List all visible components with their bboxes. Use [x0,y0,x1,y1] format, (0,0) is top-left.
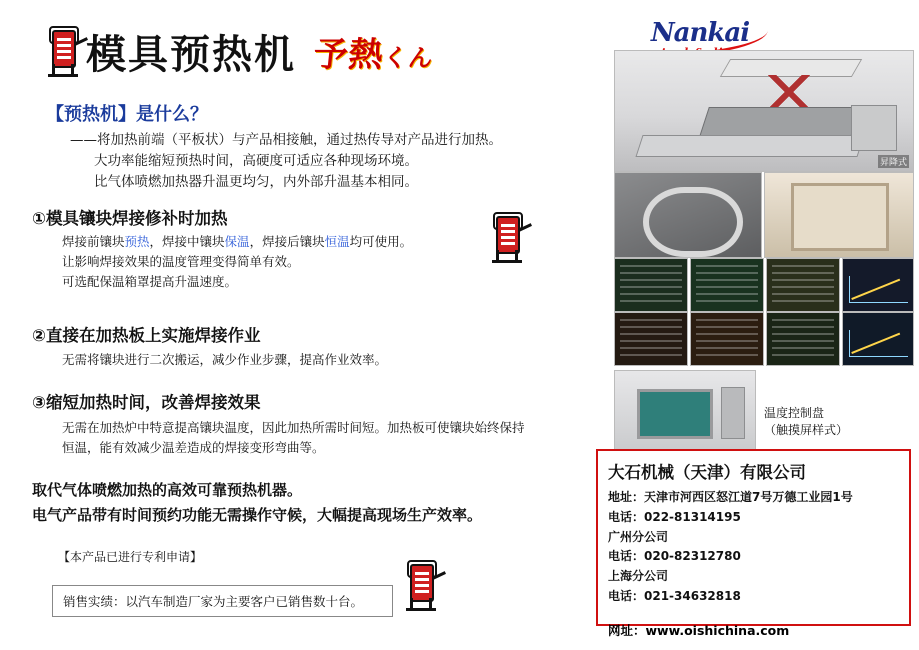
s1-t3: 保温 [224,234,250,249]
contact-company-name: 大石机械（天津）有限公司 [608,463,806,482]
section-1-line-2: 让影响焊接效果的温度管理变得简单有效。 [62,254,300,269]
control-panel-caption [764,405,904,439]
photo-panel-screen-5 [614,312,688,366]
s1-t2: ，焊接中镶块 [149,234,225,249]
intro-line-2: 大功率能缩短预热时间，高硬度可适应各种现场环境。 [94,152,418,169]
intro-question: 【预热机】是什么？ [46,104,208,125]
logo-name-text: Nankai [650,18,750,48]
control-caption-line-1: 温度控制盘 [764,406,825,420]
photo-panel-screen-7 [766,312,840,366]
heater-mascot-icon-secondary [490,212,528,264]
contact-address: 地址：天津市河西区怒江道7号万德工业园1号 [608,490,853,504]
s1-t4: ，焊接后镶块 [249,234,325,249]
section-2-heading: ②直接在加热板上实施焊接作业 [32,326,261,345]
photo-panel-screen-3 [766,258,840,312]
section-3-line-1: 无需在加热炉中特意提高镶块温度，因此加热所需时间短。加热板可使镶块始终保持 [62,420,525,435]
section-1-heading: ①模具镶块焊接修补时加热 [32,209,228,228]
intro-line-3: 比气体喷燃加热器升温更均匀，内外部升温基本相同。 [94,173,418,190]
photo-panel-screen-2 [690,258,764,312]
photo-panel-screen-8 [842,312,914,366]
intro-paragraph [70,130,590,193]
contact-website[interactable]: 网址：www.oishichina.com [608,622,790,638]
contact-box [596,449,911,638]
photo-panel-screen-6 [690,312,764,366]
sales-record-box [52,585,393,617]
section-1-line-1 [62,232,492,252]
photo-insulation-box [764,172,914,258]
section-3-line-2: 恒温，能有效减少温差造成的焊接变形弯曲等。 [62,440,325,455]
photo-control-cabinet [614,370,756,458]
photo-main-machine [614,50,914,172]
title-row [46,16,591,86]
photo-panel-screen-4 [842,258,914,312]
s1-t0: 焊接前镶块 [62,234,125,249]
contact-phone-main: 电话：022-81314195 [608,509,741,524]
photo-main-caption: 昇降式 [878,155,909,168]
logo-main-text: 予熱 [311,34,386,75]
s1-t1: 预热 [124,234,150,249]
photo-heating-coil [614,172,762,258]
s1-t6: 均可使用。 [349,234,413,249]
intro-line-1: ——将加热前端（平板状）与产品相接触，通过热传导对产品进行加热。 [70,132,502,148]
control-caption-line-2: （触摸屏样式） [764,422,849,437]
product-logo-japanese [311,27,436,76]
contact-phone-guangzhou: 电话：020-82312780 [608,549,741,564]
section-3-heading: ③缩短加热时间，改善焊接效果 [32,393,261,412]
conclusion-line-2: 电气产品带有时间预约功能无需操作守候，大幅提高现场生产效率。 [32,505,483,524]
section-3-body [62,418,562,458]
sales-record-text: 销售实绩：以汽车制造厂家为主要客户已销售数十台。 [63,594,364,609]
contact-phone-shanghai: 电话：021-34632818 [608,588,741,603]
s1-t5: 恒温 [324,234,350,249]
section-2-body [62,350,522,370]
photo-panel-screen-1 [614,258,688,312]
contact-branch-guangzhou: 广州分公司 [608,529,669,544]
patent-note: 【本产品已进行专利申请】 [58,550,203,564]
section-1-line-3: 可选配保温箱罩提高升温速度。 [62,274,238,289]
section-2-line-1: 无需将镶块进行二次搬运，减少作业步骤，提高作业效率。 [62,352,388,367]
conclusion-line-1: 取代气体喷燃加热的高效可靠预热机器。 [32,481,303,499]
page-title: 模具预热机 [86,31,296,78]
conclusion-block [32,478,572,528]
logo-suffix-text: くん [381,42,435,72]
heater-mascot-icon-footer [404,560,442,612]
section-1-body [62,232,492,292]
contact-branch-shanghai: 上海分公司 [608,569,669,584]
